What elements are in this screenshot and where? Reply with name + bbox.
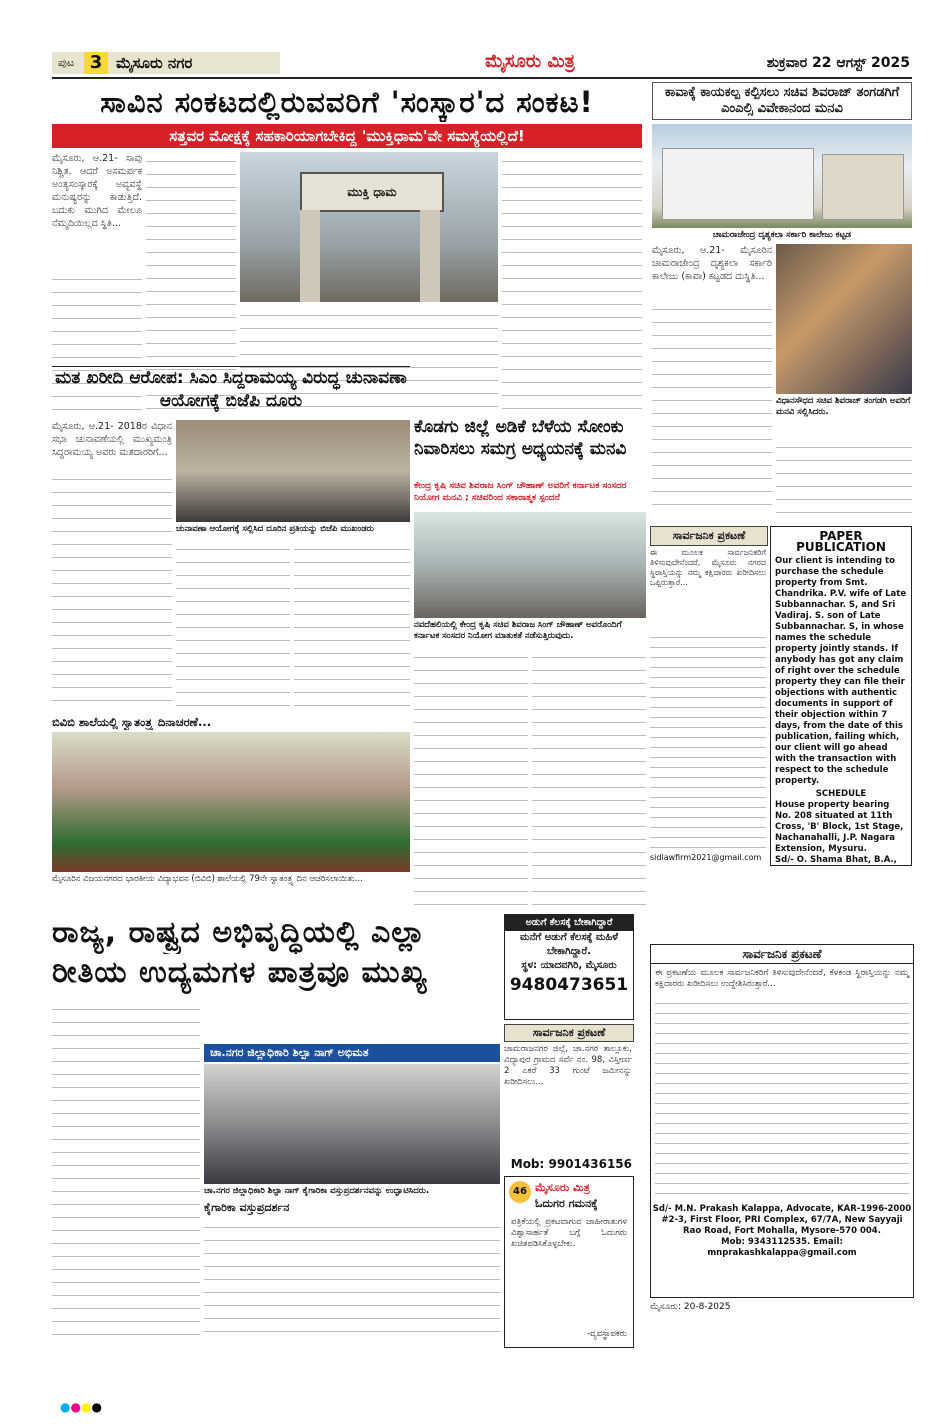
building-facade xyxy=(662,148,814,220)
paper-publication-body: Our client is intending to purchase the schedule property from Smt. Chandrika. P.V. wife of Late Subbannachar. S, and Sri Vadiraj. S. son of Late Subbannachar. S, in whose names the schedule property jointly stands. If anybody has got any claim of right over the schedule property they can file their objections with authentic documents in support of their objection within 7 days, from the date of this publication, failing which, our client will go ahead with the transaction with respect to the schedule property. xyxy=(775,556,907,786)
public-notice-3-date: ಮೈಸೂರು: 20-8-2025 xyxy=(650,1302,731,1312)
page-word: ಪುಟ xyxy=(58,56,75,69)
bjp-delegation-photo xyxy=(176,420,410,522)
business-subhead: ಚಾ.ನಗರ ಜಿಲ್ಲಾಧಿಕಾರಿ ಶಿಲ್ಪಾ ನಾಗ್ ಅಭಿಮತ xyxy=(204,1044,500,1062)
schedule-title: SCHEDULE xyxy=(815,789,867,799)
gate-pillar-left xyxy=(300,210,320,302)
public-notice-3-sign: Sd/- M.N. Prakash Kalappa, Advocate, KAR-1996-2000 xyxy=(652,1204,912,1214)
header-rule xyxy=(52,77,912,79)
kava-body-col1: ಮೈಸೂರು, ಆ.21- ಮೈಸೂರಿನ ಚಾಮರಾಜೇಂದ್ರ ದೃಶ್ಯಕಲಾ ಸರ್ಕಾರಿ ಕಾಲೇಜು (ಕಾವಾ) ಕಟ್ಟಡದ ದುಸ್ಥಿತಿ... xyxy=(652,245,772,282)
kodagu-caption: ನವದೆಹಲಿಯಲ್ಲಿ ಕೇಂದ್ರ ಕೃಷಿ ಸಚಿವ ಶಿವರಾಜ ಸಿಂಗ್ ಚೌಹಾಣ್ ಅವರೊಂದಿಗೆ ಕರ್ನಾಟಕ ಸಂಸದರ ನಿಯೋಗ ಮಾತುಕತೆ ನಡೆಸುತ್ತಿರುವುದು. xyxy=(414,620,622,641)
section-title: ಮೈಸೂರು ನಗರ xyxy=(108,52,280,74)
expo-title: ಕೈಗಾರಿಕಾ ವಸ್ತುಪ್ರದರ್ಶನ xyxy=(204,1201,290,1214)
cm-body-col3 xyxy=(294,540,410,710)
reader-box-sign: -ವ್ಯವಸ್ಥಾಪಕರು xyxy=(586,1329,627,1339)
kodagu-headline: ಕೊಡಗು ಜಿಲ್ಲೆ ಅಡಿಕೆ ಬೆಳೆಯ ಸೋಂಕು ನಿವಾರಿಸಲು ಸಮಗ್ರ ಅಧ್ಯಯನಕ್ಕೆ ಮನವಿ xyxy=(414,417,627,459)
kava-building-photo xyxy=(652,124,912,228)
classified-ad-place: ಸ್ಥಳ: ಯಾದವಗಿರಿ, ಮೈಸೂರು xyxy=(521,960,617,971)
cm-photo-caption: ಚುನಾವಣಾ ಆಯೋಗಕ್ಕೆ ಸಲ್ಲಿಸಿದ ದೂರಿನ ಪ್ರತಿಯನ್ನು ಬಿಜೆಪಿ ಮುಖಂಡರು xyxy=(176,524,374,534)
minister-photo-caption: ವಿಧಾನಸೌಧದ ಸಚಿವ ಶಿವರಾಜ್ ತಂಗಡಗಿ ಅವರಿಗೆ ಮನವಿ ಸಲ್ಲಿಸಿದರು. xyxy=(776,396,911,417)
school-headline: ಬಿವಿಬಿ ಶಾಲೆಯಲ್ಲಿ ಸ್ವಾತಂತ್ರ್ಯ ದಿನಾಚರಣೆ... xyxy=(52,715,212,729)
lead-body-col4 xyxy=(502,152,642,410)
public-notice-3-email: mnprakashkalappa@gmail.com xyxy=(707,1248,857,1258)
classified-ad-line2: ಬೇಕಾಗಿದ್ದಾರೆ. xyxy=(547,946,591,957)
kodagu-subhead: ಕೇಂದ್ರ ಕೃಷಿ ಸಚಿವ ಶಿವರಾಜ ಸಿಂಗ್ ಚೌಹಾಣ್ ಅವರಿಗೆ ಕರ್ನಾಟಕ ಸಂಸದರ ನಿಯೋಗ ಮನವಿ ; ಸಚಿವರಿಂದ ಸಕಾರಾತ್ಮಕ ಸ್ಪಂದನೆ xyxy=(414,481,627,503)
schedule-body: House property bearing No. 208 situated at 11th Cross, 'B' Block, 1st Stage, Nachanahalli, J.P. Nagara Extension, Mysuru. xyxy=(775,800,904,854)
classified-ad-line1: ಮನೆಗೆ ಅಡುಗೆ ಕೆಲಸಕ್ಕೆ ಮಹಿಳೆ xyxy=(519,932,619,943)
kava-caption: ಚಾಮರಾಜೇಂದ್ರ ದೃಶ್ಯಕಲಾ ಸರ್ಕಾರಿ ಕಾಲೇಜು ಕಟ್ಟಡ xyxy=(712,230,852,240)
cm-body-col1-lines xyxy=(52,470,172,710)
lead-headline: ಸಾವಿನ ಸಂಕಟದಲ್ಲಿರುವವರಿಗೆ 'ಸಂಸ್ಕಾರ'ದ ಸಂಕಟ! xyxy=(100,85,594,119)
public-notice-2-title: ಸಾರ್ವಜನಿಕ ಪ್ರಕಟಣೆ xyxy=(504,1024,634,1042)
public-notice-1-title: ಸಾರ್ವಜನಿಕ ಪ್ರಕಟಣೆ xyxy=(650,526,768,546)
reader-notice-box xyxy=(504,1176,634,1348)
public-notice-1-email: sidlawfirm2021@gmail.com xyxy=(650,853,762,862)
business-body-col1 xyxy=(52,1000,200,1340)
paper-publication xyxy=(770,526,912,866)
classified-ad-title: ಅಡುಗೆ ಕೆಲಸಕ್ಕೆ ಬೇಕಾಗಿದ್ದಾರೆ xyxy=(505,915,633,931)
school-event-photo xyxy=(52,732,410,872)
kodagu-meeting-photo xyxy=(414,512,646,618)
public-notice-2-mob: Mob: 9901436156 xyxy=(510,1157,632,1171)
page-badge xyxy=(52,52,108,74)
advocate-sign-1: Sd/- O. Shama Bhat, B.A., xyxy=(775,855,897,865)
lead-subhead: ಸತ್ತವರ ಮೋಕ್ಷಕ್ಕೆ ಸಹಕಾರಿಯಾಗಬೇಕಿದ್ದ 'ಮುಕ್ತಿಧಾಮ'ವೇ ಸಮಸ್ಯೆಯಲ್ಲಿದೆ! xyxy=(52,124,642,148)
kodagu-body-col1 xyxy=(414,648,528,908)
registration-marks: ●●●● xyxy=(60,1400,102,1414)
page-number: 3 xyxy=(84,52,108,74)
public-notice-3-body: ಈ ಪ್ರಕಟಣೆಯ ಮೂಲಕ ಸಾರ್ವಜನಿಕರಿಗೆ ತಿಳಿಸುವುದೇನೆಂದರೆ, ಕೆಳಕಂಡ ಸ್ಥಿರಾಸ್ತಿಯನ್ನು ನಮ್ಮ ಕಕ್ಷಿದಾರರು ಖರೀದಿಸಲು ಉದ್ದೇಶಿಸಿರುತ್ತಾರೆ... xyxy=(655,968,909,989)
cm-body-col1: ಮೈಸೂರು, ಆ.21- 2018ರ ವಿಧಾನ ಸಭಾ ಚುನಾವಣೆಯಲ್ಲಿ ಮುಖ್ಯಮಂತ್ರಿ ಸಿದ್ದರಾಮಯ್ಯ ಅವರು ಮತದಾರರಿಗೆ... xyxy=(52,421,172,458)
public-notice-3-mob: Mob: 9343112535. Email: xyxy=(721,1237,843,1247)
reader-box-body: ಪತ್ರಿಕೆಯಲ್ಲಿ ಪ್ರಕಟವಾಗುವ ಜಾಹೀರಾತುಗಳ ವಿಶ್ವಾಸಾರ್ಹತೆ ಬಗ್ಗೆ ಓದುಗರು ಖಚಿತಪಡಿಸಿಕೊಳ್ಳಬೇಕು. xyxy=(511,1217,627,1249)
crematorium-photo xyxy=(240,152,498,302)
public-notice-3 xyxy=(650,944,914,1298)
school-caption: ಮೈಸೂರಿನ ವಿಜಯನಗರದ ಭಾರತೀಯ ವಿದ್ಯಾಭವನ (ಬಿವಿಬಿ) ಶಾಲೆಯಲ್ಲಿ 79ನೇ ಸ್ವಾತಂತ್ರ್ಯ ದಿನ ಆಚರಿಸಲಾಯಿತು... xyxy=(52,874,363,884)
minister-photo xyxy=(776,244,912,394)
crematorium-sign: ಮುಕ್ತಿ ಧಾಮ xyxy=(300,172,444,212)
masthead-logo: ಮೈಸೂರು ಮಿತ್ರ xyxy=(485,51,575,72)
kodagu-body-col2 xyxy=(532,648,646,908)
kava-headline: ಕಾವಾಕ್ಕೆ ಕಾಯಕಲ್ಪ ಕಲ್ಪಿಸಲು ಸಚಿವ ಶಿವರಾಜ್ ತಂಗಡಗಿಗೆ ಎಂಎಲ್ಸಿ ವಿವೇಕಾನಂದ ಮನವಿ xyxy=(652,82,912,120)
issue-date: ಶುಕ್ರವಾರ 22 ಆಗಸ್ಟ್ 2025 xyxy=(766,55,910,71)
classified-ad-phone: 9480473651 xyxy=(509,975,629,995)
reader-number-badge: 46 xyxy=(509,1181,531,1203)
business-headline-2: ರೀತಿಯ ಉದ್ಯಮಗಳ ಪಾತ್ರವೂ ಮುಖ್ಯ xyxy=(52,955,428,990)
lead-body-col1: ಮೈಸೂರು, ಆ.21- ಸಾವು ನಿಶ್ಚಿತ. ಆದರೆ ಅಸಮರ್ಪಕ ಅಂತ್ಯಸಂಸ್ಕಾರಕ್ಕೆ ಅವ್ಯವಸ್ಥೆ ಮನುಷ್ಯರನ್ನು ಕಾಡುತ್ತಿದೆ. ಬದುಕು ಮುಗಿದ ಮೇಲೂ ನೆಮ್ಮದಿಯಿಲ್ಲದ ಸ್ಥಿತಿ... xyxy=(52,153,142,229)
kodagu-headline-box xyxy=(414,416,646,478)
paper-publication-title: PAPER PUBLICATION xyxy=(796,529,886,554)
public-notice-1-body: ಈ ಮೂಲಕ ಸಾರ್ವಜನಿಕರಿಗೆ ತಿಳಿಸುವುದೇನೆಂದರೆ, ಮೈಸೂರು ನಗರದ ಸ್ಥಿರಾಸ್ತಿಯನ್ನು ನಮ್ಮ ಕಕ್ಷಿದಾರರು ಖರೀದಿಸಲು ಒಪ್ಪಿರುತ್ತಾರೆ... xyxy=(650,548,766,587)
public-notice-1-lines xyxy=(650,630,766,850)
cm-headline: ಮತ ಖರೀದಿ ಆರೋಪ: ಸಿಎಂ ಸಿದ್ದರಾಮಯ್ಯ ವಿರುದ್ಧ ಚುನಾವಣಾ ಆಯೋಗಕ್ಕೆ ಬಿಜೆಪಿ ದೂರು xyxy=(55,368,407,411)
business-body-col2 xyxy=(204,1218,500,1340)
cm-headline-box xyxy=(52,366,410,417)
building-wing xyxy=(822,154,904,220)
business-caption: ಚಾ.ನಗರ ಜಿಲ್ಲಾಧಿಕಾರಿ ಶಿಲ್ಪಾ ನಾಗ್ ಕೈಗಾರಿಕಾ ವಸ್ತುಪ್ರದರ್ಶನವನ್ನು ಉದ್ಘಾಟಿಸಿದರು. xyxy=(204,1186,430,1196)
kava-body-col1-lines xyxy=(652,300,772,514)
gate-pillar-right xyxy=(420,210,440,302)
cm-body-col2 xyxy=(176,540,290,710)
public-notice-3-address: #2-3, First Floor, PRI Complex, 67/7A, New Sayyaji Rao Road, Fort Mohalla, Mysore-570 004. xyxy=(661,1215,903,1236)
public-notice-2-body: ಚಾಮರಾಜನಗರ ಜಿಲ್ಲೆ, ಚಾ.ನಗರ ತಾಲ್ಲೂಕು, ವಿದ್ಯಾಪುರ ಗ್ರಾಮದ ಸರ್ವೆ ನಂ. 98, ವಿಸ್ತೀರ್ಣ 2 ಎಕರೆ 33 ಗುಂಟೆ ಜಮೀನನ್ನು ಖರೀದಿಸಲು... xyxy=(504,1044,632,1087)
expo-inauguration-photo xyxy=(204,1064,500,1184)
reader-box-masthead: ಮೈಸೂರು ಮಿತ್ರ xyxy=(535,1181,590,1194)
business-headline-1: ರಾಜ್ಯ, ರಾಷ್ಟ್ರದ ಅಭಿವೃದ್ಧಿಯಲ್ಲಿ ಎಲ್ಲಾ xyxy=(52,915,426,950)
public-notice-3-lines xyxy=(655,996,909,1202)
kava-body-col2 xyxy=(776,438,912,514)
reader-box-title: ಓದುಗರ ಗಮನಕ್ಕೆ xyxy=(535,1197,598,1210)
public-notice-3-title: ಸಾರ್ವಜನಿಕ ಪ್ರಕಟಣೆ xyxy=(651,945,913,964)
classified-ad xyxy=(504,914,634,1020)
